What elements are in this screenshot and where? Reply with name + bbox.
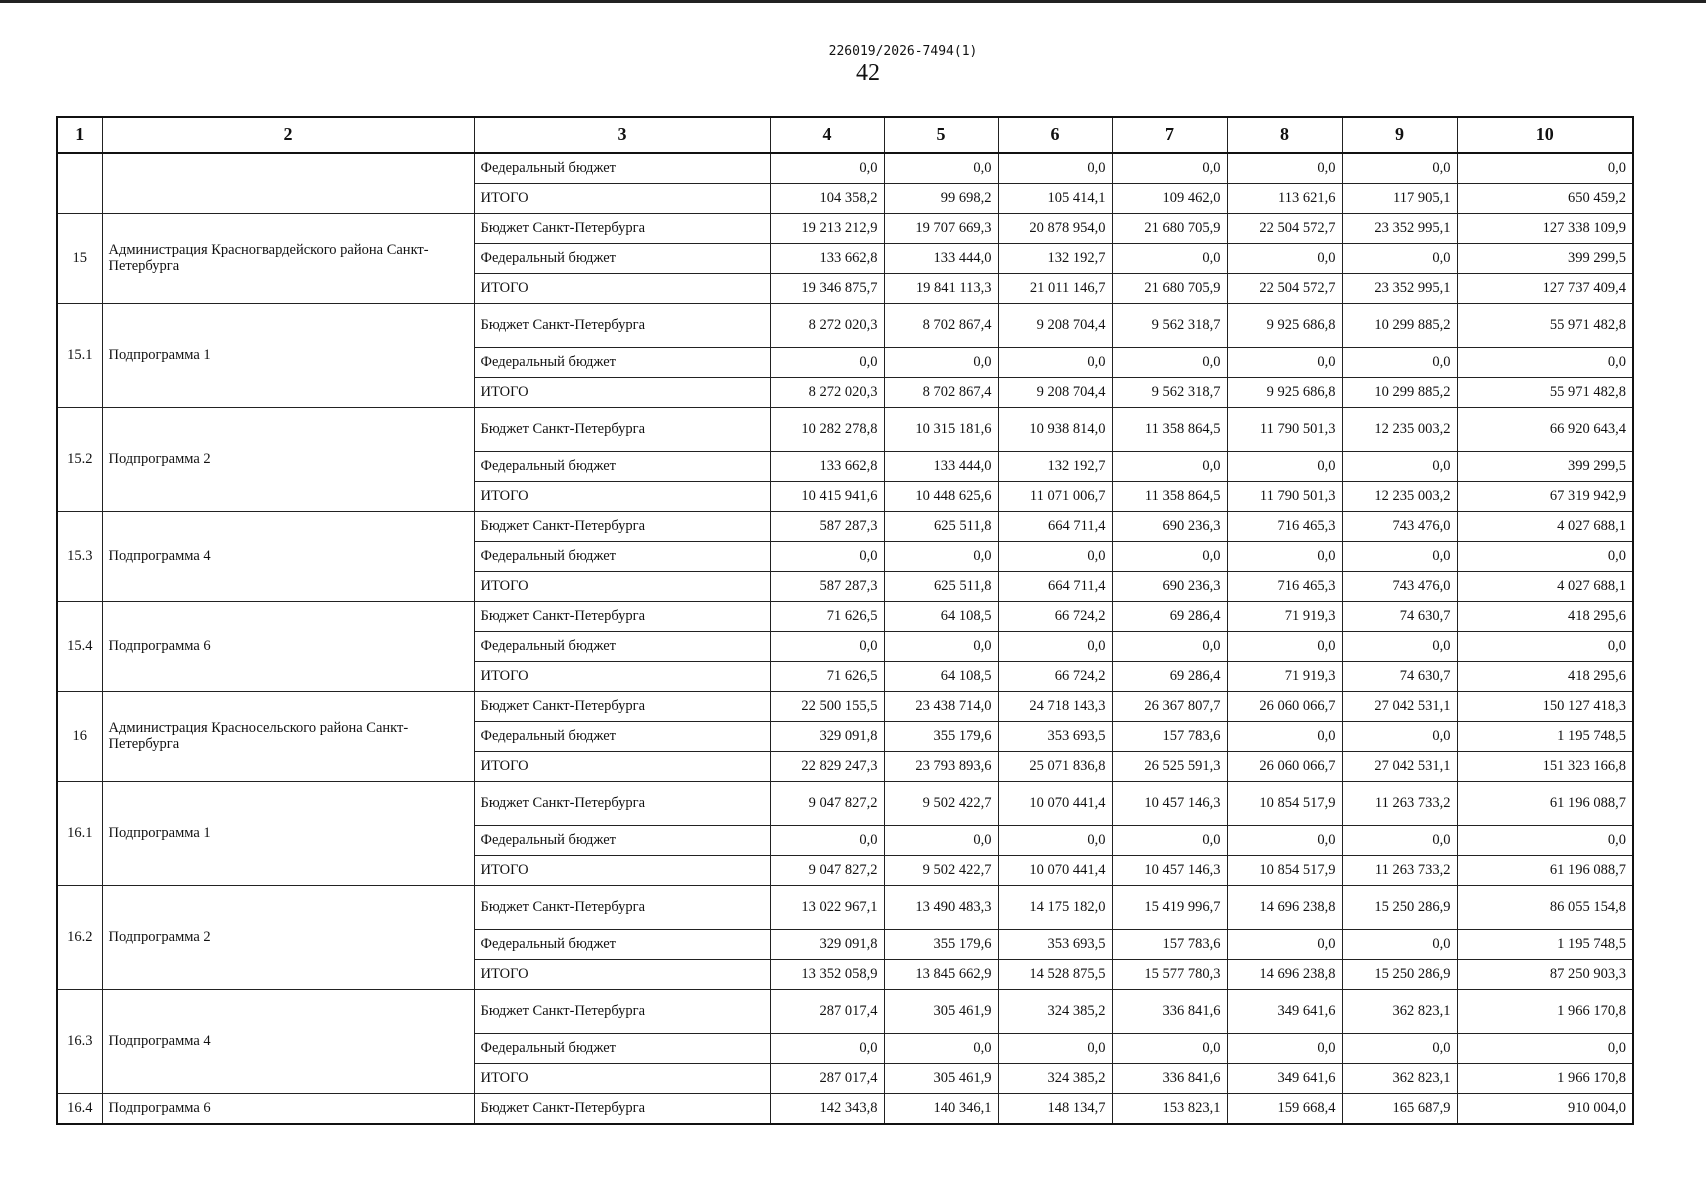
row-name [102,153,474,214]
value-cell-col-4: 133 662,8 [770,244,884,274]
value-cell-col-10: 0,0 [1457,153,1633,184]
document-id: 226019/2026-7494(1) [828,44,978,59]
column-header-1: 1 [57,117,102,153]
value-cell-col-6: 0,0 [998,153,1112,184]
row-name: Подпрограмма 4 [102,990,474,1094]
funding-source: Бюджет Санкт-Петербурга [474,214,770,244]
value-cell-col-9: 27 042 531,1 [1342,692,1457,722]
value-cell-col-10: 399 299,5 [1457,244,1633,274]
value-cell-col-4: 0,0 [770,1034,884,1064]
value-cell-col-8: 349 641,6 [1227,990,1342,1034]
value-cell-col-7: 109 462,0 [1112,184,1227,214]
value-cell-col-6: 25 071 836,8 [998,752,1112,782]
value-cell-col-6: 9 208 704,4 [998,378,1112,408]
value-cell-col-5: 13 845 662,9 [884,960,998,990]
value-cell-col-4: 71 626,5 [770,602,884,632]
value-cell-col-6: 148 134,7 [998,1094,1112,1125]
value-cell-col-8: 0,0 [1227,632,1342,662]
funding-source: ИТОГО [474,378,770,408]
value-cell-col-5: 625 511,8 [884,572,998,602]
value-cell-col-8: 0,0 [1227,244,1342,274]
value-cell-col-5: 133 444,0 [884,244,998,274]
value-cell-col-4: 329 091,8 [770,930,884,960]
value-cell-col-5: 0,0 [884,1034,998,1064]
value-cell-col-5: 23 438 714,0 [884,692,998,722]
table-row [57,304,1633,348]
value-cell-col-6: 10 070 441,4 [998,856,1112,886]
value-cell-col-5: 19 707 669,3 [884,214,998,244]
value-cell-col-10: 61 196 088,7 [1457,782,1633,826]
value-cell-col-10: 418 295,6 [1457,602,1633,632]
row-code: 16.1 [57,782,102,886]
value-cell-col-5: 625 511,8 [884,512,998,542]
value-cell-col-4: 8 272 020,3 [770,304,884,348]
value-cell-col-10: 0,0 [1457,826,1633,856]
value-cell-col-7: 11 358 864,5 [1112,408,1227,452]
value-cell-col-7: 11 358 864,5 [1112,482,1227,512]
value-cell-col-9: 0,0 [1342,1034,1457,1064]
value-cell-col-7: 690 236,3 [1112,572,1227,602]
value-cell-col-6: 14 528 875,5 [998,960,1112,990]
value-cell-col-5: 355 179,6 [884,722,998,752]
value-cell-col-5: 8 702 867,4 [884,378,998,408]
value-cell-col-5: 10 315 181,6 [884,408,998,452]
value-cell-col-5: 64 108,5 [884,602,998,632]
value-cell-col-4: 287 017,4 [770,1064,884,1094]
funding-source: Бюджет Санкт-Петербурга [474,692,770,722]
value-cell-col-5: 10 448 625,6 [884,482,998,512]
value-cell-col-7: 690 236,3 [1112,512,1227,542]
value-cell-col-10: 1 966 170,8 [1457,990,1633,1034]
value-cell-col-4: 8 272 020,3 [770,378,884,408]
value-cell-col-8: 26 060 066,7 [1227,692,1342,722]
value-cell-col-8: 0,0 [1227,153,1342,184]
row-name: Подпрограмма 6 [102,602,474,692]
value-cell-col-8: 159 668,4 [1227,1094,1342,1125]
value-cell-col-8: 71 919,3 [1227,602,1342,632]
value-cell-col-4: 19 346 875,7 [770,274,884,304]
funding-source: ИТОГО [474,856,770,886]
value-cell-col-8: 0,0 [1227,348,1342,378]
value-cell-col-5: 140 346,1 [884,1094,998,1125]
value-cell-col-5: 133 444,0 [884,452,998,482]
funding-source: ИТОГО [474,1064,770,1094]
row-name: Подпрограмма 1 [102,782,474,886]
value-cell-col-10: 0,0 [1457,1034,1633,1064]
value-cell-col-6: 20 878 954,0 [998,214,1112,244]
value-cell-col-6: 11 071 006,7 [998,482,1112,512]
value-cell-col-8: 113 621,6 [1227,184,1342,214]
value-cell-col-10: 1 195 748,5 [1457,722,1633,752]
value-cell-col-10: 127 338 109,9 [1457,214,1633,244]
value-cell-col-7: 9 562 318,7 [1112,378,1227,408]
value-cell-col-8: 9 925 686,8 [1227,304,1342,348]
row-code: 15.1 [57,304,102,408]
value-cell-col-4: 287 017,4 [770,990,884,1034]
value-cell-col-6: 66 724,2 [998,662,1112,692]
value-cell-col-5: 9 502 422,7 [884,856,998,886]
funding-source: Бюджет Санкт-Петербурга [474,782,770,826]
table-row [57,886,1633,930]
funding-source: ИТОГО [474,274,770,304]
value-cell-col-6: 324 385,2 [998,1064,1112,1094]
value-cell-col-9: 11 263 733,2 [1342,782,1457,826]
table-header [57,117,1633,153]
value-cell-col-7: 0,0 [1112,826,1227,856]
value-cell-col-9: 23 352 995,1 [1342,214,1457,244]
value-cell-col-8: 0,0 [1227,826,1342,856]
value-cell-col-10: 86 055 154,8 [1457,886,1633,930]
value-cell-col-5: 23 793 893,6 [884,752,998,782]
value-cell-col-4: 329 091,8 [770,722,884,752]
value-cell-col-6: 353 693,5 [998,930,1112,960]
value-cell-col-9: 15 250 286,9 [1342,886,1457,930]
value-cell-col-5: 99 698,2 [884,184,998,214]
value-cell-col-10: 1 966 170,8 [1457,1064,1633,1094]
value-cell-col-9: 0,0 [1342,452,1457,482]
value-cell-col-6: 664 711,4 [998,512,1112,542]
value-cell-col-9: 23 352 995,1 [1342,274,1457,304]
value-cell-col-9: 0,0 [1342,542,1457,572]
value-cell-col-6: 14 175 182,0 [998,886,1112,930]
value-cell-col-8: 716 465,3 [1227,512,1342,542]
value-cell-col-6: 353 693,5 [998,722,1112,752]
value-cell-col-5: 13 490 483,3 [884,886,998,930]
value-cell-col-7: 0,0 [1112,153,1227,184]
funding-source: ИТОГО [474,572,770,602]
value-cell-col-5: 8 702 867,4 [884,304,998,348]
value-cell-col-7: 157 783,6 [1112,722,1227,752]
funding-source: Федеральный бюджет [474,1034,770,1064]
value-cell-col-10: 910 004,0 [1457,1094,1633,1125]
value-cell-col-4: 142 343,8 [770,1094,884,1125]
funding-source: Федеральный бюджет [474,153,770,184]
value-cell-col-6: 24 718 143,3 [998,692,1112,722]
row-code: 16.4 [57,1094,102,1125]
budget-table [56,116,1634,1125]
value-cell-col-10: 4 027 688,1 [1457,572,1633,602]
value-cell-col-8: 349 641,6 [1227,1064,1342,1094]
budget-table-container [56,116,1632,1125]
row-code: 16.2 [57,886,102,990]
value-cell-col-10: 151 323 166,8 [1457,752,1633,782]
value-cell-col-7: 15 577 780,3 [1112,960,1227,990]
value-cell-col-7: 0,0 [1112,542,1227,572]
value-cell-col-8: 11 790 501,3 [1227,408,1342,452]
value-cell-col-10: 67 319 942,9 [1457,482,1633,512]
value-cell-col-7: 69 286,4 [1112,602,1227,632]
value-cell-col-9: 10 299 885,2 [1342,304,1457,348]
value-cell-col-4: 104 358,2 [770,184,884,214]
value-cell-col-9: 74 630,7 [1342,662,1457,692]
value-cell-col-8: 26 060 066,7 [1227,752,1342,782]
value-cell-col-9: 0,0 [1342,826,1457,856]
funding-source: Федеральный бюджет [474,722,770,752]
row-code: 15.4 [57,602,102,692]
value-cell-col-5: 305 461,9 [884,990,998,1034]
value-cell-col-7: 0,0 [1112,244,1227,274]
value-cell-col-10: 399 299,5 [1457,452,1633,482]
value-cell-col-9: 0,0 [1342,153,1457,184]
page-number: 42 [856,60,880,86]
funding-source: Федеральный бюджет [474,452,770,482]
column-header-4: 4 [770,117,884,153]
row-code: 15 [57,214,102,304]
funding-source: Бюджет Санкт-Петербурга [474,886,770,930]
value-cell-col-4: 71 626,5 [770,662,884,692]
table-row [57,782,1633,826]
value-cell-col-5: 0,0 [884,348,998,378]
funding-source: ИТОГО [474,752,770,782]
value-cell-col-7: 69 286,4 [1112,662,1227,692]
value-cell-col-7: 26 525 591,3 [1112,752,1227,782]
value-cell-col-6: 0,0 [998,542,1112,572]
value-cell-col-8: 0,0 [1227,1034,1342,1064]
value-cell-col-8: 22 504 572,7 [1227,214,1342,244]
value-cell-col-4: 0,0 [770,826,884,856]
funding-source: Федеральный бюджет [474,244,770,274]
table-row [57,990,1633,1034]
table-row [57,602,1633,632]
value-cell-col-4: 0,0 [770,542,884,572]
value-cell-col-10: 0,0 [1457,348,1633,378]
value-cell-col-7: 21 680 705,9 [1112,274,1227,304]
value-cell-col-8: 14 696 238,8 [1227,886,1342,930]
value-cell-col-5: 0,0 [884,632,998,662]
value-cell-col-8: 11 790 501,3 [1227,482,1342,512]
row-name: Администрация Красногвардейского района Санкт-Петербурга [102,214,474,304]
funding-source: Федеральный бюджет [474,826,770,856]
value-cell-col-9: 117 905,1 [1342,184,1457,214]
value-cell-col-4: 9 047 827,2 [770,856,884,886]
column-header-7: 7 [1112,117,1227,153]
value-cell-col-7: 0,0 [1112,348,1227,378]
value-cell-col-6: 66 724,2 [998,602,1112,632]
value-cell-col-6: 0,0 [998,1034,1112,1064]
value-cell-col-6: 21 011 146,7 [998,274,1112,304]
row-code: 16.3 [57,990,102,1094]
column-header-2: 2 [102,117,474,153]
value-cell-col-6: 664 711,4 [998,572,1112,602]
funding-source: Бюджет Санкт-Петербурга [474,408,770,452]
value-cell-col-9: 743 476,0 [1342,512,1457,542]
value-cell-col-4: 22 500 155,5 [770,692,884,722]
value-cell-col-9: 165 687,9 [1342,1094,1457,1125]
value-cell-col-6: 10 938 814,0 [998,408,1112,452]
value-cell-col-7: 10 457 146,3 [1112,856,1227,886]
value-cell-col-10: 150 127 418,3 [1457,692,1633,722]
value-cell-col-4: 9 047 827,2 [770,782,884,826]
table-row [57,692,1633,722]
value-cell-col-9: 362 823,1 [1342,990,1457,1034]
value-cell-col-9: 0,0 [1342,348,1457,378]
funding-source: Бюджет Санкт-Петербурга [474,304,770,348]
row-code: 15.3 [57,512,102,602]
row-name: Подпрограмма 4 [102,512,474,602]
value-cell-col-9: 0,0 [1342,722,1457,752]
value-cell-col-6: 9 208 704,4 [998,304,1112,348]
value-cell-col-9: 11 263 733,2 [1342,856,1457,886]
value-cell-col-7: 0,0 [1112,452,1227,482]
row-name: Подпрограмма 2 [102,408,474,512]
value-cell-col-8: 22 504 572,7 [1227,274,1342,304]
value-cell-col-8: 9 925 686,8 [1227,378,1342,408]
funding-source: Бюджет Санкт-Петербурга [474,602,770,632]
row-name: Подпрограмма 1 [102,304,474,408]
funding-source: Федеральный бюджет [474,348,770,378]
value-cell-col-7: 336 841,6 [1112,1064,1227,1094]
table-row [57,512,1633,542]
value-cell-col-10: 0,0 [1457,632,1633,662]
value-cell-col-6: 0,0 [998,632,1112,662]
value-cell-col-9: 0,0 [1342,632,1457,662]
row-code: 16 [57,692,102,782]
funding-source: Бюджет Санкт-Петербурга [474,512,770,542]
value-cell-col-10: 55 971 482,8 [1457,378,1633,408]
value-cell-col-8: 10 854 517,9 [1227,856,1342,886]
funding-source: Бюджет Санкт-Петербурга [474,990,770,1034]
value-cell-col-4: 10 282 278,8 [770,408,884,452]
value-cell-col-4: 587 287,3 [770,512,884,542]
table-row [57,214,1633,244]
value-cell-col-6: 105 414,1 [998,184,1112,214]
funding-source: Федеральный бюджет [474,542,770,572]
value-cell-col-8: 14 696 238,8 [1227,960,1342,990]
value-cell-col-8: 10 854 517,9 [1227,782,1342,826]
value-cell-col-7: 9 562 318,7 [1112,304,1227,348]
table-row [57,1094,1633,1125]
value-cell-col-4: 22 829 247,3 [770,752,884,782]
value-cell-col-5: 9 502 422,7 [884,782,998,826]
funding-source: ИТОГО [474,662,770,692]
value-cell-col-6: 10 070 441,4 [998,782,1112,826]
value-cell-col-8: 0,0 [1227,722,1342,752]
value-cell-col-8: 71 919,3 [1227,662,1342,692]
value-cell-col-6: 0,0 [998,348,1112,378]
column-header-9: 9 [1342,117,1457,153]
value-cell-col-10: 1 195 748,5 [1457,930,1633,960]
funding-source: Федеральный бюджет [474,930,770,960]
value-cell-col-7: 21 680 705,9 [1112,214,1227,244]
value-cell-col-5: 0,0 [884,542,998,572]
value-cell-col-6: 0,0 [998,826,1112,856]
value-cell-col-6: 132 192,7 [998,452,1112,482]
value-cell-col-5: 0,0 [884,153,998,184]
row-name: Администрация Красносельского района Санкт-Петербурга [102,692,474,782]
value-cell-col-10: 61 196 088,7 [1457,856,1633,886]
value-cell-col-9: 12 235 003,2 [1342,482,1457,512]
value-cell-col-7: 0,0 [1112,632,1227,662]
value-cell-col-8: 0,0 [1227,930,1342,960]
value-cell-col-9: 74 630,7 [1342,602,1457,632]
value-cell-col-10: 87 250 903,3 [1457,960,1633,990]
value-cell-col-10: 0,0 [1457,542,1633,572]
value-cell-col-7: 15 419 996,7 [1112,886,1227,930]
funding-source: Бюджет Санкт-Петербурга [474,1094,770,1125]
value-cell-col-9: 743 476,0 [1342,572,1457,602]
column-header-10: 10 [1457,117,1633,153]
value-cell-col-7: 336 841,6 [1112,990,1227,1034]
value-cell-col-8: 716 465,3 [1227,572,1342,602]
value-cell-col-4: 0,0 [770,348,884,378]
value-cell-col-4: 10 415 941,6 [770,482,884,512]
value-cell-col-5: 64 108,5 [884,662,998,692]
funding-source: ИТОГО [474,482,770,512]
value-cell-col-10: 4 027 688,1 [1457,512,1633,542]
value-cell-col-9: 15 250 286,9 [1342,960,1457,990]
value-cell-col-9: 27 042 531,1 [1342,752,1457,782]
funding-source: ИТОГО [474,960,770,990]
value-cell-col-9: 12 235 003,2 [1342,408,1457,452]
value-cell-col-10: 66 920 643,4 [1457,408,1633,452]
funding-source: ИТОГО [474,184,770,214]
value-cell-col-6: 132 192,7 [998,244,1112,274]
value-cell-col-5: 355 179,6 [884,930,998,960]
column-header-8: 8 [1227,117,1342,153]
value-cell-col-9: 0,0 [1342,930,1457,960]
value-cell-col-7: 153 823,1 [1112,1094,1227,1125]
value-cell-col-5: 305 461,9 [884,1064,998,1094]
row-code [57,153,102,214]
value-cell-col-9: 362 823,1 [1342,1064,1457,1094]
value-cell-col-5: 0,0 [884,826,998,856]
value-cell-col-6: 324 385,2 [998,990,1112,1034]
value-cell-col-7: 10 457 146,3 [1112,782,1227,826]
row-name: Подпрограмма 6 [102,1094,474,1125]
value-cell-col-7: 26 367 807,7 [1112,692,1227,722]
value-cell-col-8: 0,0 [1227,452,1342,482]
value-cell-col-4: 13 352 058,9 [770,960,884,990]
value-cell-col-10: 127 737 409,4 [1457,274,1633,304]
table-row [57,408,1633,452]
table-row [57,153,1633,184]
scan-top-border [0,0,1706,3]
value-cell-col-4: 587 287,3 [770,572,884,602]
value-cell-col-10: 55 971 482,8 [1457,304,1633,348]
value-cell-col-4: 0,0 [770,632,884,662]
value-cell-col-7: 0,0 [1112,1034,1227,1064]
value-cell-col-4: 133 662,8 [770,452,884,482]
value-cell-col-4: 19 213 212,9 [770,214,884,244]
column-header-5: 5 [884,117,998,153]
column-header-3: 3 [474,117,770,153]
header-row [57,117,1633,153]
value-cell-col-7: 157 783,6 [1112,930,1227,960]
value-cell-col-10: 418 295,6 [1457,662,1633,692]
table-body [57,153,1633,1124]
value-cell-col-4: 0,0 [770,153,884,184]
value-cell-col-8: 0,0 [1227,542,1342,572]
column-header-6: 6 [998,117,1112,153]
value-cell-col-4: 13 022 967,1 [770,886,884,930]
funding-source: Федеральный бюджет [474,632,770,662]
value-cell-col-9: 0,0 [1342,244,1457,274]
value-cell-col-10: 650 459,2 [1457,184,1633,214]
value-cell-col-5: 19 841 113,3 [884,274,998,304]
row-code: 15.2 [57,408,102,512]
value-cell-col-9: 10 299 885,2 [1342,378,1457,408]
row-name: Подпрограмма 2 [102,886,474,990]
